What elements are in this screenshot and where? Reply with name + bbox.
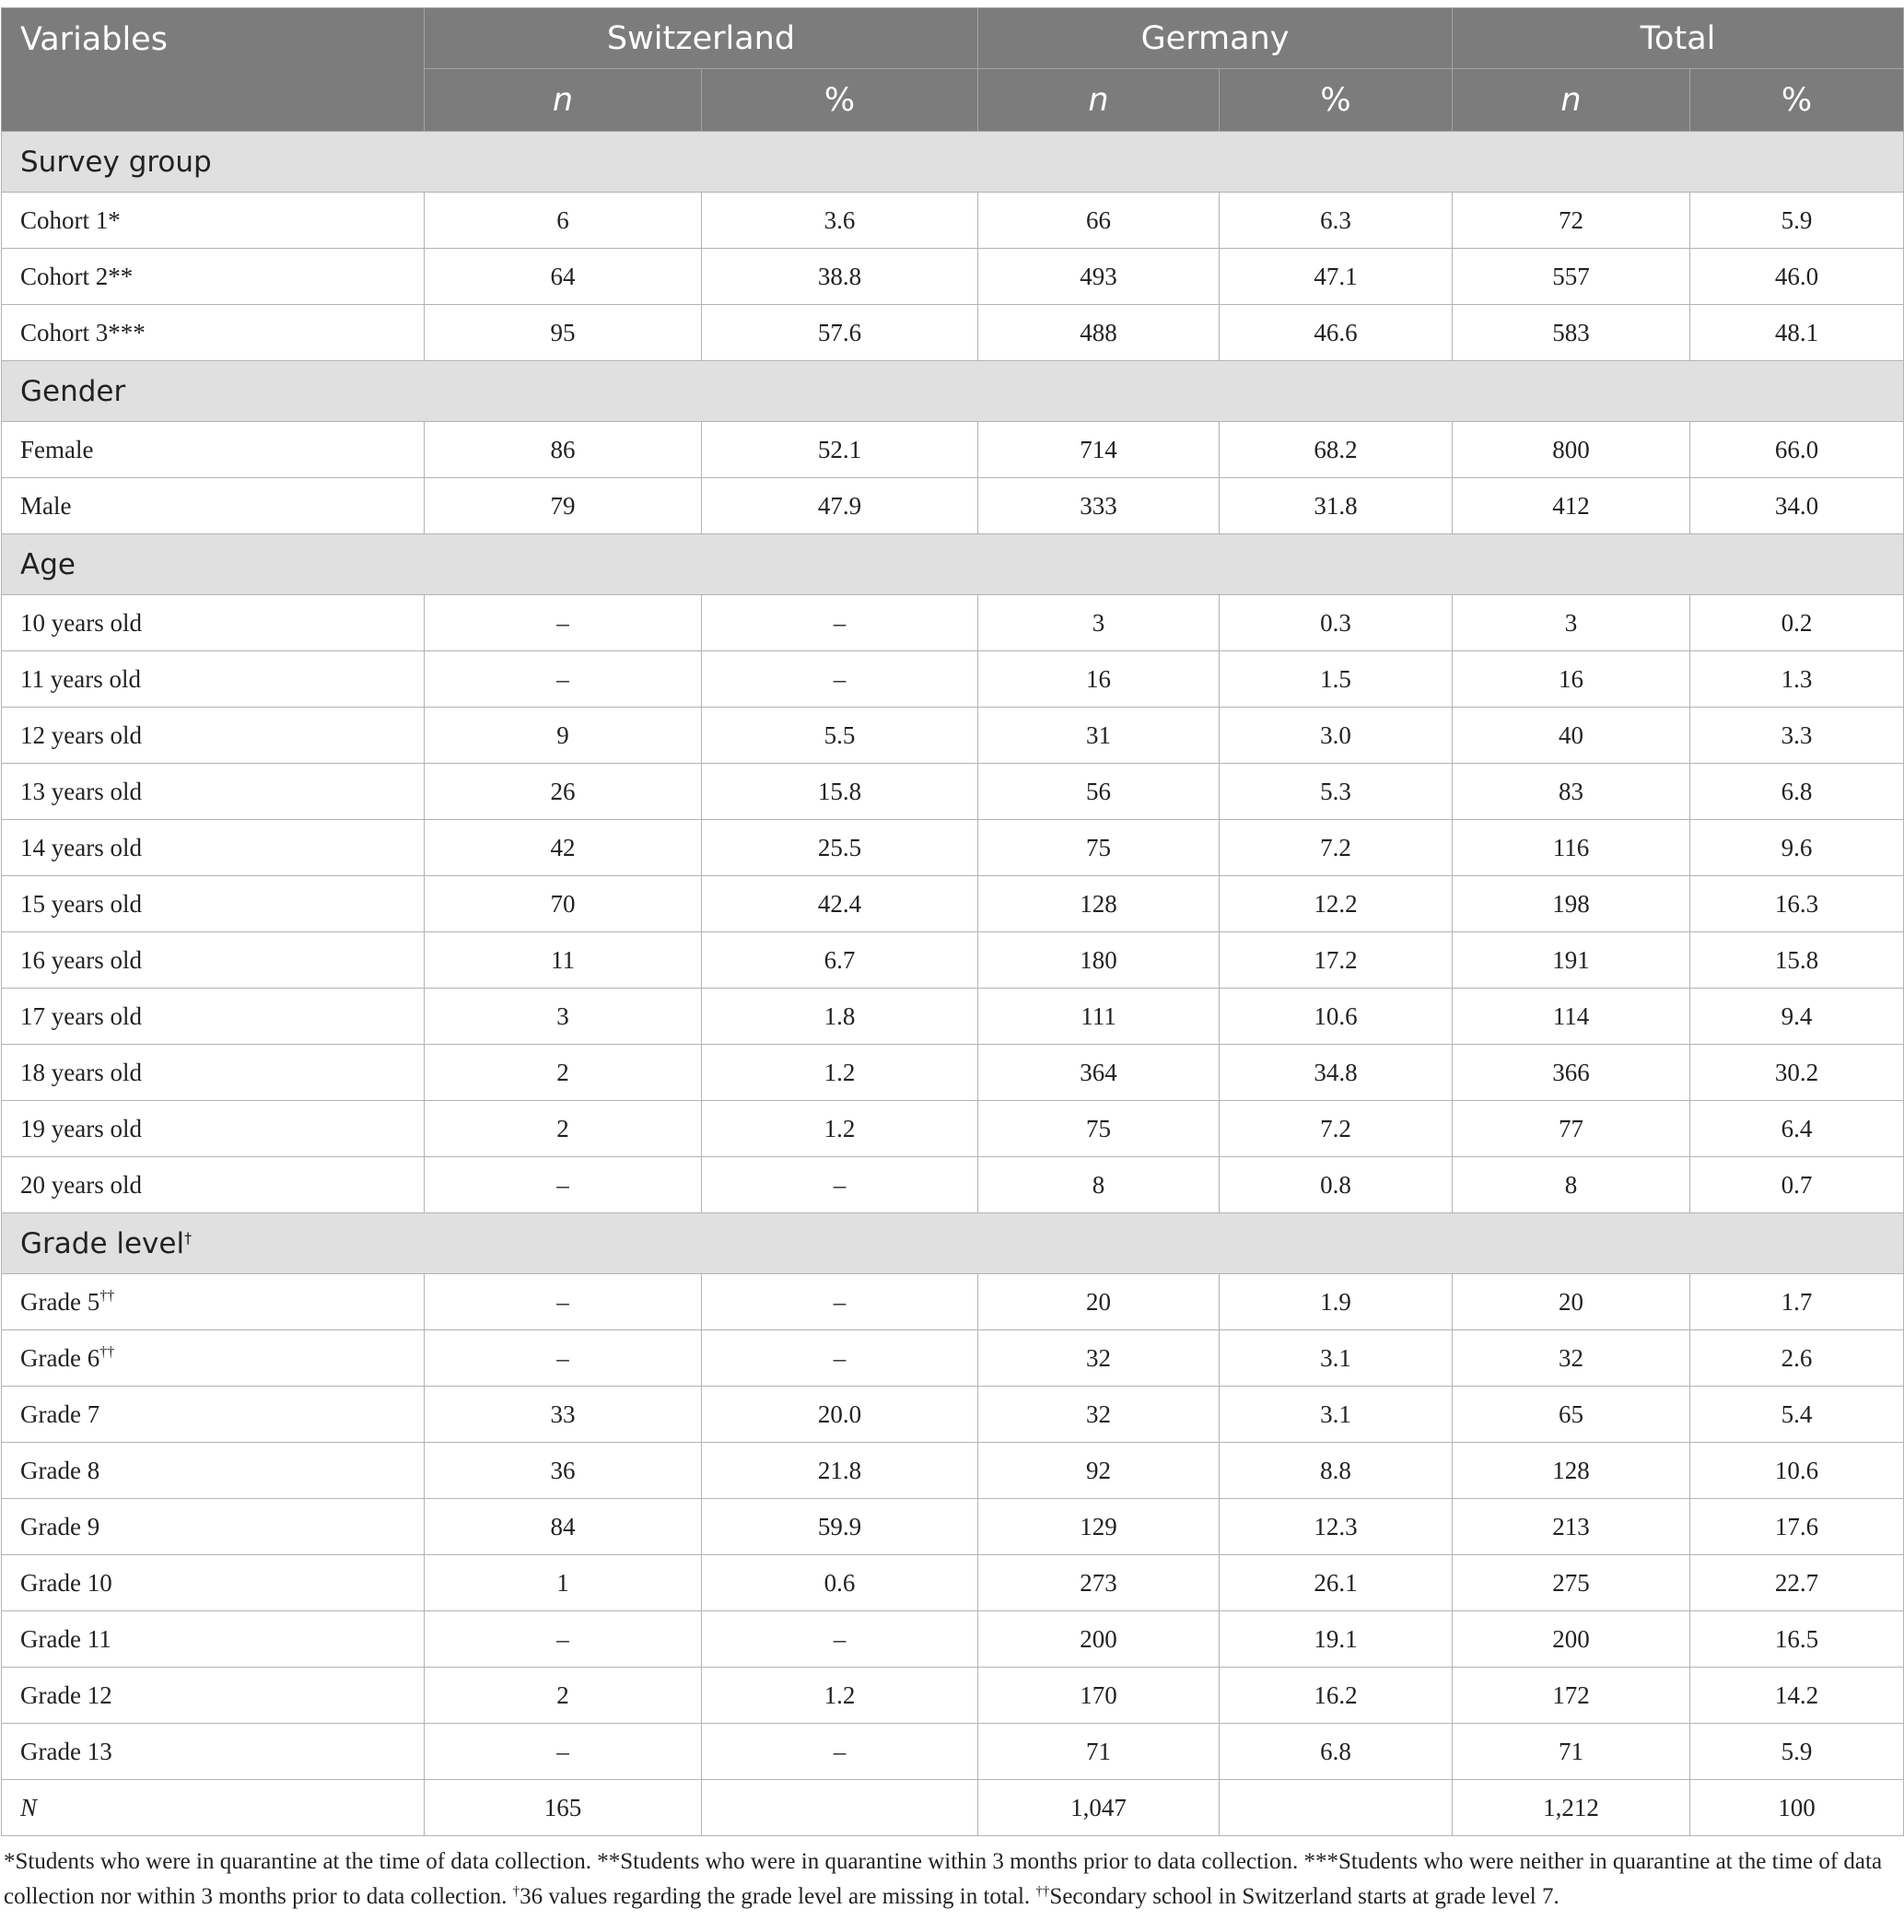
table-row	[2, 1387, 1904, 1443]
table-row	[2, 651, 1904, 708]
cell-total-n: 557	[1453, 249, 1690, 305]
row-label-cell	[2, 651, 425, 708]
row-label: Grade 10	[20, 1568, 112, 1597]
section-title: Grade level	[20, 1226, 185, 1260]
cell-total-n: 72	[1453, 193, 1690, 249]
cell-switzerland-percent: 1.2	[702, 1101, 978, 1157]
table-row	[2, 1274, 1904, 1330]
total-cell-germany-n: 1,047	[978, 1780, 1220, 1836]
row-label-cell	[2, 1157, 425, 1213]
cell-switzerland-percent: 47.9	[702, 478, 978, 534]
header-switzerland-percent: %	[702, 69, 978, 132]
cell-total-n: 20	[1453, 1274, 1690, 1330]
header-switzerland: Switzerland	[425, 8, 978, 69]
cell-germany-percent: 47.1	[1220, 249, 1453, 305]
table-row	[2, 1724, 1904, 1780]
row-label-cell	[2, 305, 425, 361]
footnote-text: *Students who were in quarantine at the time of data collection. **Students who were in quarantine within 3 months prior to data collection. ***Students who were neither in quarantine at the time of data collection nor within 3 months prior to data collection.	[4, 1849, 1883, 1909]
section-title-cell	[2, 1213, 1904, 1274]
cell-germany-percent: 68.2	[1220, 422, 1453, 478]
cell-switzerland-n: 2	[425, 1668, 702, 1724]
cell-switzerland-n: –	[425, 1157, 702, 1213]
cell-switzerland-percent: –	[702, 1724, 978, 1780]
cell-germany-n: 32	[978, 1387, 1220, 1443]
cell-switzerland-n: –	[425, 1611, 702, 1668]
row-label-footnote-mark: ††	[99, 1287, 115, 1304]
cell-germany-percent: 7.2	[1220, 820, 1453, 876]
footnote-text: Secondary school in Switzerland starts at grade level 7.	[1049, 1884, 1559, 1909]
row-label: Cohort 1*	[20, 205, 121, 234]
table-footnote	[4, 1844, 1883, 1914]
section-header-row	[2, 361, 1904, 422]
cell-switzerland-n: 86	[425, 422, 702, 478]
row-label-cell	[2, 1724, 425, 1780]
table-row	[2, 1045, 1904, 1101]
row-label: Grade 5	[20, 1287, 100, 1316]
cell-total-n: 172	[1453, 1668, 1690, 1724]
cell-germany-n: 333	[978, 478, 1220, 534]
header-switzerland-n: n	[425, 69, 702, 132]
cell-germany-n: 32	[978, 1330, 1220, 1387]
cell-total-percent: 5.9	[1690, 1724, 1904, 1780]
cell-germany-percent: 0.8	[1220, 1157, 1453, 1213]
footnote-text: 36 values regarding the grade level are missing in total.	[520, 1884, 1036, 1909]
cell-switzerland-percent: 1.2	[702, 1045, 978, 1101]
cell-total-n: 191	[1453, 932, 1690, 989]
cell-switzerland-n: 95	[425, 305, 702, 361]
cell-switzerland-n: 64	[425, 249, 702, 305]
cell-switzerland-n: 3	[425, 989, 702, 1045]
row-label: 10 years old	[20, 608, 142, 637]
cell-germany-percent: 31.8	[1220, 478, 1453, 534]
cell-germany-n: 488	[978, 305, 1220, 361]
cell-germany-n: 20	[978, 1274, 1220, 1330]
cell-total-n: 65	[1453, 1387, 1690, 1443]
total-cell-total-percent: 100	[1690, 1780, 1904, 1836]
cell-germany-n: 71	[978, 1724, 1220, 1780]
cell-total-percent: 17.6	[1690, 1499, 1904, 1555]
section-title: Age	[20, 547, 76, 581]
cell-germany-n: 75	[978, 820, 1220, 876]
cell-total-n: 83	[1453, 764, 1690, 820]
row-label-cell	[2, 708, 425, 764]
row-label-cell	[2, 1274, 425, 1330]
row-label-cell	[2, 1045, 425, 1101]
cell-total-percent: 5.4	[1690, 1387, 1904, 1443]
cell-germany-percent: 34.8	[1220, 1045, 1453, 1101]
section-title: Survey group	[20, 145, 212, 179]
cell-germany-n: 8	[978, 1157, 1220, 1213]
section-header-row	[2, 132, 1904, 193]
row-label: 15 years old	[20, 889, 142, 918]
row-label-cell	[2, 1555, 425, 1611]
row-label-cell	[2, 1101, 425, 1157]
row-label: 18 years old	[20, 1058, 142, 1086]
row-label: 19 years old	[20, 1114, 142, 1142]
header-germany-percent: %	[1220, 69, 1453, 132]
cell-switzerland-percent: 15.8	[702, 764, 978, 820]
row-label: Cohort 2**	[20, 262, 134, 290]
total-row-label: N	[2, 1780, 425, 1836]
header-total-percent: %	[1690, 69, 1904, 132]
row-label: 13 years old	[20, 777, 142, 805]
cell-total-percent: 10.6	[1690, 1443, 1904, 1499]
cell-switzerland-percent: 42.4	[702, 876, 978, 932]
cell-switzerland-n: 33	[425, 1387, 702, 1443]
cell-total-percent: 15.8	[1690, 932, 1904, 989]
row-label-cell	[2, 1443, 425, 1499]
cell-switzerland-percent: 21.8	[702, 1443, 978, 1499]
cell-total-percent: 0.2	[1690, 595, 1904, 651]
cell-germany-percent: 3.0	[1220, 708, 1453, 764]
table-row	[2, 595, 1904, 651]
cell-total-n: 77	[1453, 1101, 1690, 1157]
row-label-cell	[2, 932, 425, 989]
cell-germany-n: 170	[978, 1668, 1220, 1724]
cell-switzerland-n: –	[425, 1724, 702, 1780]
cell-total-n: 3	[1453, 595, 1690, 651]
table-header	[2, 8, 1904, 132]
cell-germany-n: 128	[978, 876, 1220, 932]
cell-germany-n: 714	[978, 422, 1220, 478]
cell-total-percent: 22.7	[1690, 1555, 1904, 1611]
cell-switzerland-percent: –	[702, 1330, 978, 1387]
cell-germany-percent: 1.5	[1220, 651, 1453, 708]
cell-switzerland-percent: 20.0	[702, 1387, 978, 1443]
cell-germany-percent: 17.2	[1220, 932, 1453, 989]
table-row	[2, 1101, 1904, 1157]
total-cell-switzerland-n: 165	[425, 1780, 702, 1836]
cell-total-percent: 14.2	[1690, 1668, 1904, 1724]
cell-switzerland-n: 6	[425, 193, 702, 249]
cell-total-n: 275	[1453, 1555, 1690, 1611]
row-label: Grade 12	[20, 1680, 112, 1709]
footnote-mark: ††	[1035, 1884, 1050, 1899]
cell-switzerland-percent: 5.5	[702, 708, 978, 764]
table-row	[2, 1443, 1904, 1499]
cell-total-n: 32	[1453, 1330, 1690, 1387]
row-label: Grade 13	[20, 1737, 112, 1765]
table-row	[2, 989, 1904, 1045]
row-label: Cohort 3***	[20, 318, 146, 346]
row-label-cell	[2, 764, 425, 820]
cell-switzerland-n: 1	[425, 1555, 702, 1611]
cell-germany-n: 493	[978, 249, 1220, 305]
cell-total-percent: 46.0	[1690, 249, 1904, 305]
cell-switzerland-n: 36	[425, 1443, 702, 1499]
cell-switzerland-n: 2	[425, 1101, 702, 1157]
total-cell-germany-percent	[1220, 1780, 1453, 1836]
table-row	[2, 1668, 1904, 1724]
cell-total-percent: 66.0	[1690, 422, 1904, 478]
section-title-cell	[2, 361, 1904, 422]
cell-total-n: 71	[1453, 1724, 1690, 1780]
section-title: Gender	[20, 374, 126, 408]
cell-total-n: 40	[1453, 708, 1690, 764]
cell-germany-n: 273	[978, 1555, 1220, 1611]
cell-switzerland-n: –	[425, 651, 702, 708]
cell-total-percent: 34.0	[1690, 478, 1904, 534]
cell-germany-n: 75	[978, 1101, 1220, 1157]
row-label-footnote-mark: ††	[99, 1343, 115, 1360]
cell-germany-n: 364	[978, 1045, 1220, 1101]
cell-switzerland-n: 84	[425, 1499, 702, 1555]
table-row	[2, 820, 1904, 876]
section-title-footnote-mark: †	[184, 1228, 193, 1247]
cell-switzerland-percent: 25.5	[702, 820, 978, 876]
section-title-cell	[2, 132, 1904, 193]
cell-switzerland-percent: –	[702, 1157, 978, 1213]
cell-switzerland-n: –	[425, 1274, 702, 1330]
header-germany-n: n	[978, 69, 1220, 132]
cell-total-n: 8	[1453, 1157, 1690, 1213]
row-label-cell	[2, 876, 425, 932]
cell-germany-percent: 16.2	[1220, 1668, 1453, 1724]
cell-total-percent: 9.6	[1690, 820, 1904, 876]
row-label-cell	[2, 1499, 425, 1555]
table-row	[2, 932, 1904, 989]
row-label-cell	[2, 595, 425, 651]
table-row	[2, 1611, 1904, 1668]
cell-germany-percent: 7.2	[1220, 1101, 1453, 1157]
cell-germany-percent: 3.1	[1220, 1387, 1453, 1443]
cell-germany-percent: 6.3	[1220, 193, 1453, 249]
cell-total-n: 116	[1453, 820, 1690, 876]
table-row	[2, 193, 1904, 249]
cell-switzerland-percent: 0.6	[702, 1555, 978, 1611]
cell-total-n: 128	[1453, 1443, 1690, 1499]
cell-germany-n: 111	[978, 989, 1220, 1045]
cell-total-n: 800	[1453, 422, 1690, 478]
cell-switzerland-percent: –	[702, 595, 978, 651]
cell-switzerland-n: 79	[425, 478, 702, 534]
cell-germany-n: 180	[978, 932, 1220, 989]
cell-total-n: 366	[1453, 1045, 1690, 1101]
cell-germany-percent: 8.8	[1220, 1443, 1453, 1499]
footnote-mark: †	[512, 1884, 520, 1899]
total-row	[2, 1780, 1904, 1836]
cell-total-n: 412	[1453, 478, 1690, 534]
header-total: Total	[1453, 8, 1904, 69]
table-row	[2, 1330, 1904, 1387]
cell-switzerland-percent: –	[702, 651, 978, 708]
cell-germany-n: 92	[978, 1443, 1220, 1499]
row-label-cell	[2, 1330, 425, 1387]
row-label-cell	[2, 1611, 425, 1668]
cell-germany-percent: 26.1	[1220, 1555, 1453, 1611]
cell-germany-n: 16	[978, 651, 1220, 708]
section-title-cell	[2, 534, 1904, 595]
cell-total-percent: 6.4	[1690, 1101, 1904, 1157]
cell-total-percent: 48.1	[1690, 305, 1904, 361]
table-row	[2, 708, 1904, 764]
cell-germany-percent: 5.3	[1220, 764, 1453, 820]
row-label: 14 years old	[20, 833, 142, 861]
cell-switzerland-n: 11	[425, 932, 702, 989]
cell-total-percent: 1.7	[1690, 1274, 1904, 1330]
table-row	[2, 249, 1904, 305]
cell-total-n: 213	[1453, 1499, 1690, 1555]
row-label-cell	[2, 820, 425, 876]
cell-germany-n: 56	[978, 764, 1220, 820]
row-label-cell	[2, 1387, 425, 1443]
cell-switzerland-percent: 38.8	[702, 249, 978, 305]
section-header-row	[2, 1213, 1904, 1274]
table-row	[2, 1555, 1904, 1611]
row-label: Grade 8	[20, 1456, 100, 1484]
table-row	[2, 478, 1904, 534]
cell-switzerland-percent: 59.9	[702, 1499, 978, 1555]
table-row	[2, 422, 1904, 478]
cell-germany-percent: 10.6	[1220, 989, 1453, 1045]
row-label: 17 years old	[20, 1001, 142, 1030]
header-total-n: n	[1453, 69, 1690, 132]
cell-total-n: 16	[1453, 651, 1690, 708]
row-label: Grade 7	[20, 1399, 100, 1428]
cell-total-percent: 0.7	[1690, 1157, 1904, 1213]
cell-total-percent: 3.3	[1690, 708, 1904, 764]
row-label-cell	[2, 1668, 425, 1724]
total-cell-switzerland-percent	[702, 1780, 978, 1836]
row-label-cell	[2, 422, 425, 478]
cell-switzerland-n: 26	[425, 764, 702, 820]
row-label: Female	[20, 435, 94, 463]
row-label: 12 years old	[20, 720, 142, 749]
cell-switzerland-n: –	[425, 595, 702, 651]
cell-germany-percent: 12.2	[1220, 876, 1453, 932]
cell-total-percent: 9.4	[1690, 989, 1904, 1045]
row-label: 20 years old	[20, 1170, 142, 1199]
cell-germany-percent: 6.8	[1220, 1724, 1453, 1780]
table-row	[2, 1499, 1904, 1555]
cell-total-n: 114	[1453, 989, 1690, 1045]
table-body	[2, 132, 1904, 1836]
cell-switzerland-percent: –	[702, 1611, 978, 1668]
cell-total-percent: 30.2	[1690, 1045, 1904, 1101]
cell-switzerland-percent: 1.2	[702, 1668, 978, 1724]
cell-switzerland-percent: 52.1	[702, 422, 978, 478]
cell-germany-percent: 12.3	[1220, 1499, 1453, 1555]
row-label: Grade 9	[20, 1512, 100, 1540]
cell-switzerland-n: –	[425, 1330, 702, 1387]
cell-germany-n: 66	[978, 193, 1220, 249]
row-label-cell	[2, 193, 425, 249]
cell-switzerland-percent: 1.8	[702, 989, 978, 1045]
table-row	[2, 1157, 1904, 1213]
row-label-cell	[2, 989, 425, 1045]
cell-switzerland-n: 70	[425, 876, 702, 932]
cell-total-percent: 16.5	[1690, 1611, 1904, 1668]
cell-germany-percent: 1.9	[1220, 1274, 1453, 1330]
cell-switzerland-n: 2	[425, 1045, 702, 1101]
row-label: Grade 6	[20, 1343, 100, 1372]
cell-switzerland-percent: 6.7	[702, 932, 978, 989]
row-label: Grade 11	[20, 1624, 111, 1653]
row-label: 16 years old	[20, 945, 142, 974]
cell-germany-percent: 3.1	[1220, 1330, 1453, 1387]
table-row	[2, 876, 1904, 932]
cell-total-n: 198	[1453, 876, 1690, 932]
section-header-row	[2, 534, 1904, 595]
document	[0, 7, 1904, 1914]
cell-germany-percent: 46.6	[1220, 305, 1453, 361]
header-germany: Germany	[978, 8, 1453, 69]
cell-total-n: 583	[1453, 305, 1690, 361]
cell-total-percent: 16.3	[1690, 876, 1904, 932]
cell-switzerland-n: 9	[425, 708, 702, 764]
cell-germany-n: 31	[978, 708, 1220, 764]
cell-germany-percent: 0.3	[1220, 595, 1453, 651]
cell-switzerland-percent: 3.6	[702, 193, 978, 249]
cell-total-percent: 5.9	[1690, 193, 1904, 249]
row-label-cell	[2, 478, 425, 534]
row-label-cell	[2, 249, 425, 305]
cell-germany-n: 3	[978, 595, 1220, 651]
row-label: 11 years old	[20, 664, 141, 693]
row-label: Male	[20, 491, 72, 520]
total-cell-total-n: 1,212	[1453, 1780, 1690, 1836]
table-row	[2, 305, 1904, 361]
cell-switzerland-n: 42	[425, 820, 702, 876]
cell-total-percent: 2.6	[1690, 1330, 1904, 1387]
table-row	[2, 764, 1904, 820]
cell-total-n: 200	[1453, 1611, 1690, 1668]
header-variables: Variables	[2, 8, 425, 132]
cell-switzerland-percent: 57.6	[702, 305, 978, 361]
cell-total-percent: 1.3	[1690, 651, 1904, 708]
demographics-table	[1, 7, 1904, 1836]
cell-germany-n: 129	[978, 1499, 1220, 1555]
cell-switzerland-percent: –	[702, 1274, 978, 1330]
cell-germany-percent: 19.1	[1220, 1611, 1453, 1668]
cell-germany-n: 200	[978, 1611, 1220, 1668]
cell-total-percent: 6.8	[1690, 764, 1904, 820]
